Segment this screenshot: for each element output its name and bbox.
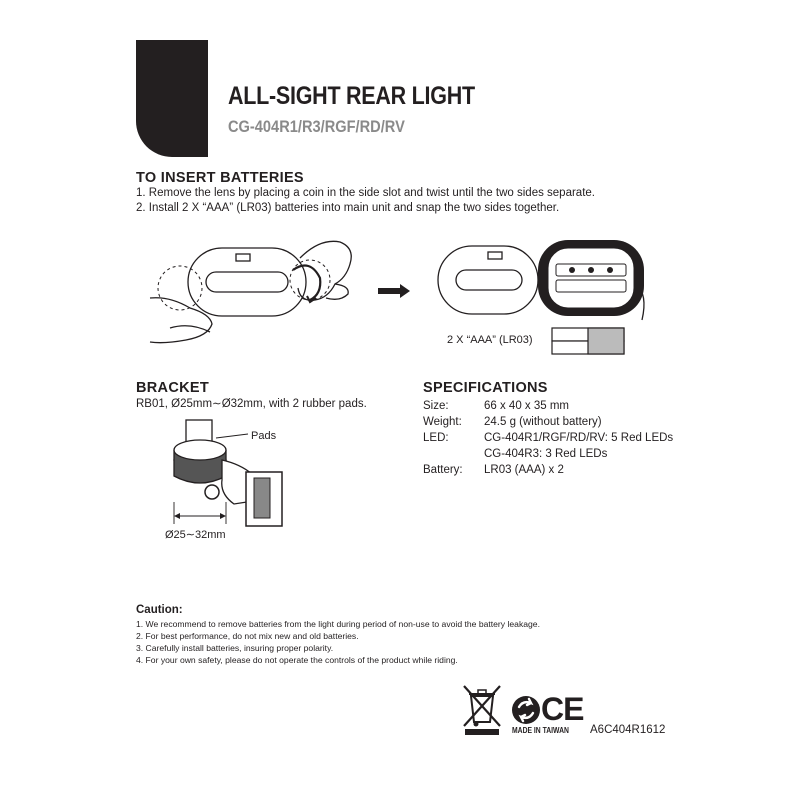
spec-value: 66 x 40 x 35 mm [484,400,570,412]
ce-mark: CE [541,691,584,727]
product-code: A6C404R1612 [590,724,666,736]
made-in-label: MADE IN TAIWAN [512,726,569,735]
spec-value: CG-404R1/RGF/RD/RV: 5 Red LEDs [484,432,674,444]
caution-heading: Caution: [136,604,183,616]
caution-item-2: 2. For best performance, do not mix new and old batteries. [136,631,359,641]
spec-key: Weight: [423,416,462,428]
left-finger [170,326,210,332]
battery-label: 2 X “AAA” (LR03) [447,334,533,346]
specs-heading: SPECIFICATIONS [423,380,548,396]
bracket-screw [205,485,219,499]
pads-label: Pads [251,430,277,442]
bracket-illustration [160,420,300,535]
arrow-right-icon [378,284,410,298]
spec-value: CG-404R3: 3 Red LEDs [484,448,608,460]
caution-item-3: 3. Carefully install batteries, insuring proper polarity. [136,643,334,653]
diameter-label: Ø25∼32mm [165,529,226,541]
product-title: ALL-SIGHT REAR LIGHT [228,82,475,110]
header-tab [136,40,208,157]
lens-removal-illustration [150,228,365,358]
caution-item-1: 1. We recommend to remove batteries from the light during period of non-use to avoid the battery leakage. [136,619,540,629]
lens-slot [206,272,288,292]
spec-value: 24.5 g (without battery) [484,416,602,428]
battery-step-1: 1. Remove the lens by placing a coin in the side slot and twist until the two sides separate. [136,187,595,199]
weee-bin-icon [461,684,503,736]
model-numbers: CG-404R1/R3/RGF/RD/RV [228,117,405,136]
batteries-heading: TO INSERT BATTERIES [136,170,304,186]
side-slot [236,254,250,261]
pads-leader-line [216,434,248,438]
battery-bay-2 [556,280,626,292]
main-unit-interior [548,248,634,308]
bracket-heading: BRACKET [136,380,209,396]
lens-half-tab [488,252,502,259]
bracket-description: RB01, Ø25mm∼Ø32mm, with 2 rubber pads. [136,398,367,410]
battery-wrap [588,328,624,354]
spec-key: Battery: [423,464,463,476]
caution-item-4: 4. For your own safety, please do not operate the controls of the product while riding. [136,655,458,665]
green-dot-recycle-icon [511,695,541,725]
spec-value: LR03 (AAA) x 2 [484,464,564,476]
left-hand [150,298,212,343]
spec-key: LED: [423,432,449,444]
battery-step-2: 2. Install 2 X “AAA” (LR03) batteries into main unit and snap the two sides together. [136,202,560,214]
spec-key: Size: [423,400,449,412]
right-hand [298,241,351,300]
lens-half-slot [456,270,522,290]
